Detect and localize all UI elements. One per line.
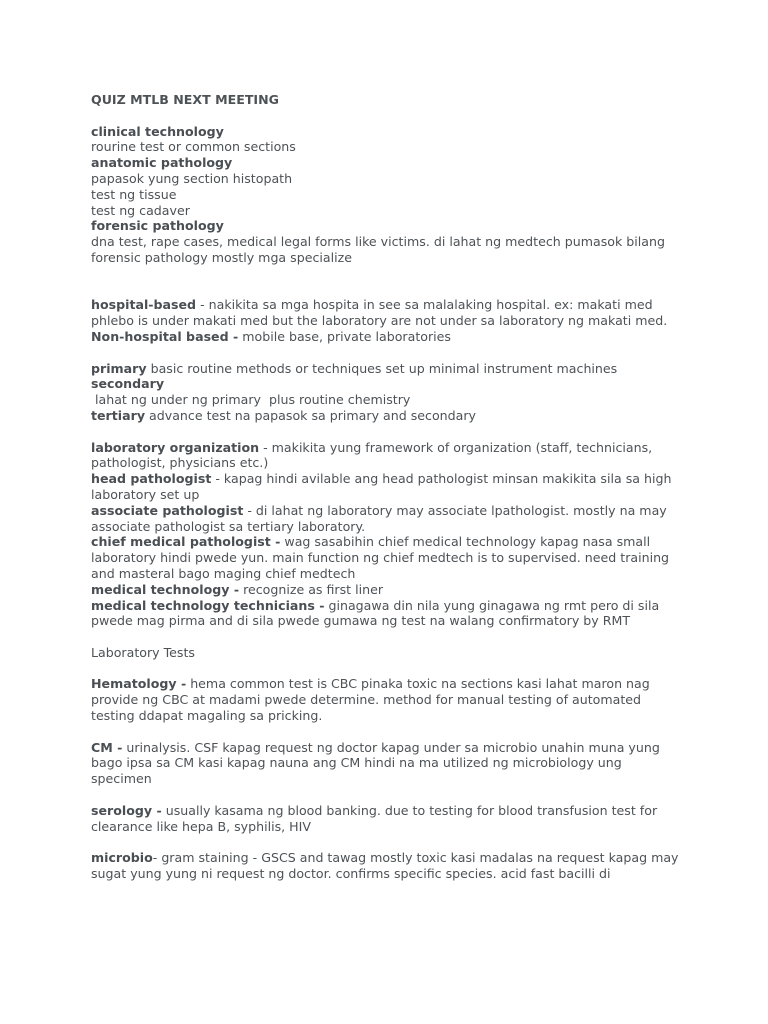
- text-line: test ng tissue: [91, 186, 177, 202]
- definition: - nakikita sa mga hospita in see sa malalaking hospital. ex: makati med phlebo is under makati med but the laboratory are not under sa laboratory ng makati med.: [91, 297, 668, 329]
- heading-laboratory-tests: Laboratory Tests: [91, 644, 195, 660]
- term: chief medical pathologist -: [91, 534, 281, 550]
- paragraph-medical-technology: [91, 582, 683, 598]
- paragraph-hematology: [91, 676, 683, 723]
- paragraph-primary: [91, 361, 683, 377]
- paragraph-non-hospital-based: [91, 329, 683, 345]
- definition: - makikita yung framework of organization (staff, technicians, pathologist, physicians etc.): [91, 439, 653, 471]
- term: primary: [91, 360, 147, 376]
- text-line: rourine test or common sections: [91, 139, 296, 155]
- paragraph-laboratory-organization: [91, 440, 683, 472]
- paragraph-associate-pathologist: [91, 503, 683, 535]
- definition: mobile base, private laboratories: [238, 328, 451, 344]
- paragraph-tertiary: [91, 408, 683, 424]
- text-line: papasok yung section histopath: [91, 170, 293, 186]
- document-title: QUIZ MTLB NEXT MEETING: [91, 92, 279, 107]
- definition: urinalysis. CSF kapag request ng doctor kapag under sa microbio unahin muna yung bago ipsa sa CM kasi kapag nauna ang CM hindi na ma utilized ng microbiology ung specimen: [91, 739, 660, 787]
- term: laboratory organization: [91, 439, 260, 455]
- definition: recognize as first liner: [239, 581, 383, 597]
- document-body: [91, 92, 683, 882]
- term: Non-hospital based -: [91, 328, 239, 344]
- term: head pathologist: [91, 471, 212, 487]
- term: associate pathologist: [91, 502, 244, 518]
- heading-forensic-pathology: forensic pathology: [91, 218, 224, 234]
- definition: - kapag hindi avilable ang head pathologist minsan makikita sila sa high laboratory set up: [91, 471, 672, 502]
- heading-anatomic-pathology: anatomic pathology: [91, 155, 233, 171]
- term: CM -: [91, 739, 123, 755]
- term: tertiary: [91, 407, 146, 423]
- term: hospital-based: [91, 297, 197, 313]
- text-line: lahat ng under ng primary plus routine chemistry: [91, 392, 411, 408]
- term: medical technology -: [91, 581, 240, 597]
- term: medical technology technicians -: [91, 597, 325, 613]
- definition: usually kasama ng blood banking. due to testing for blood transfusion test for clearance like hepa B, syphilis, HIV: [91, 802, 658, 834]
- heading-secondary: secondary: [91, 376, 165, 392]
- heading-clinical-technology: clinical technology: [91, 123, 224, 139]
- definition: basic routine methods or techniques set up minimal instrument machines: [146, 360, 618, 376]
- paragraph-chief-medical-pathologist: [91, 534, 683, 581]
- paragraph-head-pathologist: [91, 471, 683, 503]
- definition: - di lahat ng laboratory may associate lpathologist. mostly na may associate pathologist sa tertiary laboratory.: [91, 502, 667, 534]
- paragraph-cm: [91, 740, 683, 787]
- definition: - gram staining - GSCS and tawag mostly toxic kasi madalas na request kapag may sugat yung yung ni request ng doctor. confirms specific species. acid fast bacilli di: [91, 850, 679, 882]
- definition: ginagawa din nila yung ginagawa ng rmt pero di sila pwede mag pirma and di sila pwede gumawa ng test na walang confirmatory by RMT: [91, 597, 660, 629]
- definition: advance test na papasok sa primary and secondary: [145, 407, 476, 423]
- definition: wag sasabihin chief medical technology kapag nasa small laboratory hindi pwede yun. main function ng chief medtech is to supervised. need training and masteral bago maging chief medtech: [91, 534, 670, 581]
- definition: hema common test is CBC pinaka toxic na sections kasi lahat maron nag provide ng CBC at madami pwede determine. method for manual testing of automated testing ddapat magaling sa pricking.: [91, 676, 650, 724]
- text-line: test ng cadaver: [91, 202, 190, 218]
- text-line: dna test, rape cases, medical legal forms like victims. di lahat ng medtech pumasok bilang forensic pathology mostly mga specialize: [91, 234, 665, 265]
- paragraph-hospital-based: [91, 297, 683, 329]
- paragraph-serology: [91, 803, 683, 835]
- term: Hematology -: [91, 676, 187, 692]
- paragraph-microbio: [91, 850, 683, 882]
- term: serology -: [91, 802, 162, 818]
- paragraph-medical-technology-technicians: [91, 598, 683, 630]
- term: microbio: [91, 850, 153, 866]
